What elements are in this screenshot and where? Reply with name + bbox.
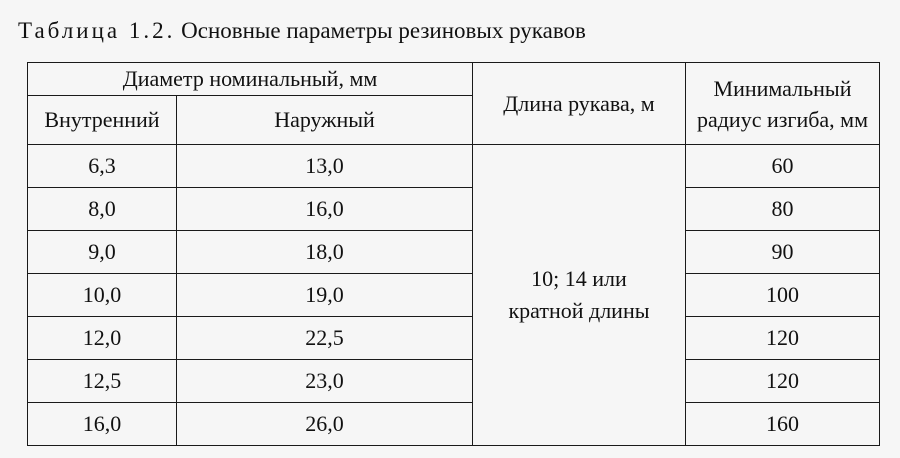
cell-outer: 13,0 — [177, 145, 473, 188]
header-diameter-group: Диаметр номинальный, мм — [28, 63, 473, 96]
cell-inner: 10,0 — [28, 274, 177, 317]
table-caption — [18, 18, 586, 44]
cell-inner: 9,0 — [28, 231, 177, 274]
cell-length-merged — [473, 145, 686, 446]
cell-radius: 160 — [686, 403, 880, 446]
cell-outer: 19,0 — [177, 274, 473, 317]
cell-radius: 90 — [686, 231, 880, 274]
length-value-line2: кратной длины — [508, 298, 650, 323]
header-radius — [686, 63, 880, 145]
cell-radius: 120 — [686, 360, 880, 403]
hose-parameters-table — [27, 62, 880, 446]
cell-inner: 8,0 — [28, 188, 177, 231]
table-row — [28, 403, 880, 446]
cell-radius: 120 — [686, 317, 880, 360]
cell-inner: 16,0 — [28, 403, 177, 446]
cell-outer: 26,0 — [177, 403, 473, 446]
header-radius-line2: радиус изгиба, мм — [696, 106, 869, 132]
header-inner: Внутренний — [28, 96, 177, 145]
cell-outer: 22,5 — [177, 317, 473, 360]
caption-label: Таблица 1.2. — [18, 18, 176, 43]
table-row — [28, 231, 880, 274]
cell-inner: 6,3 — [28, 145, 177, 188]
cell-radius: 100 — [686, 274, 880, 317]
header-length: Длина рукава, м — [473, 63, 686, 145]
table-row — [28, 317, 880, 360]
cell-inner: 12,0 — [28, 317, 177, 360]
caption-title: Основные параметры резиновых рукавов — [181, 18, 586, 43]
cell-radius: 80 — [686, 188, 880, 231]
header-radius-line1: Минимальный — [713, 75, 852, 101]
table-row — [28, 360, 880, 403]
cell-outer: 16,0 — [177, 188, 473, 231]
table-row — [28, 274, 880, 317]
table-row — [28, 145, 880, 188]
table-row — [28, 188, 880, 231]
header-outer: Наружный — [177, 96, 473, 145]
cell-outer: 23,0 — [177, 360, 473, 403]
length-value-line1: 10; 14 или — [531, 266, 627, 291]
cell-radius: 60 — [686, 145, 880, 188]
cell-outer: 18,0 — [177, 231, 473, 274]
cell-inner: 12,5 — [28, 360, 177, 403]
